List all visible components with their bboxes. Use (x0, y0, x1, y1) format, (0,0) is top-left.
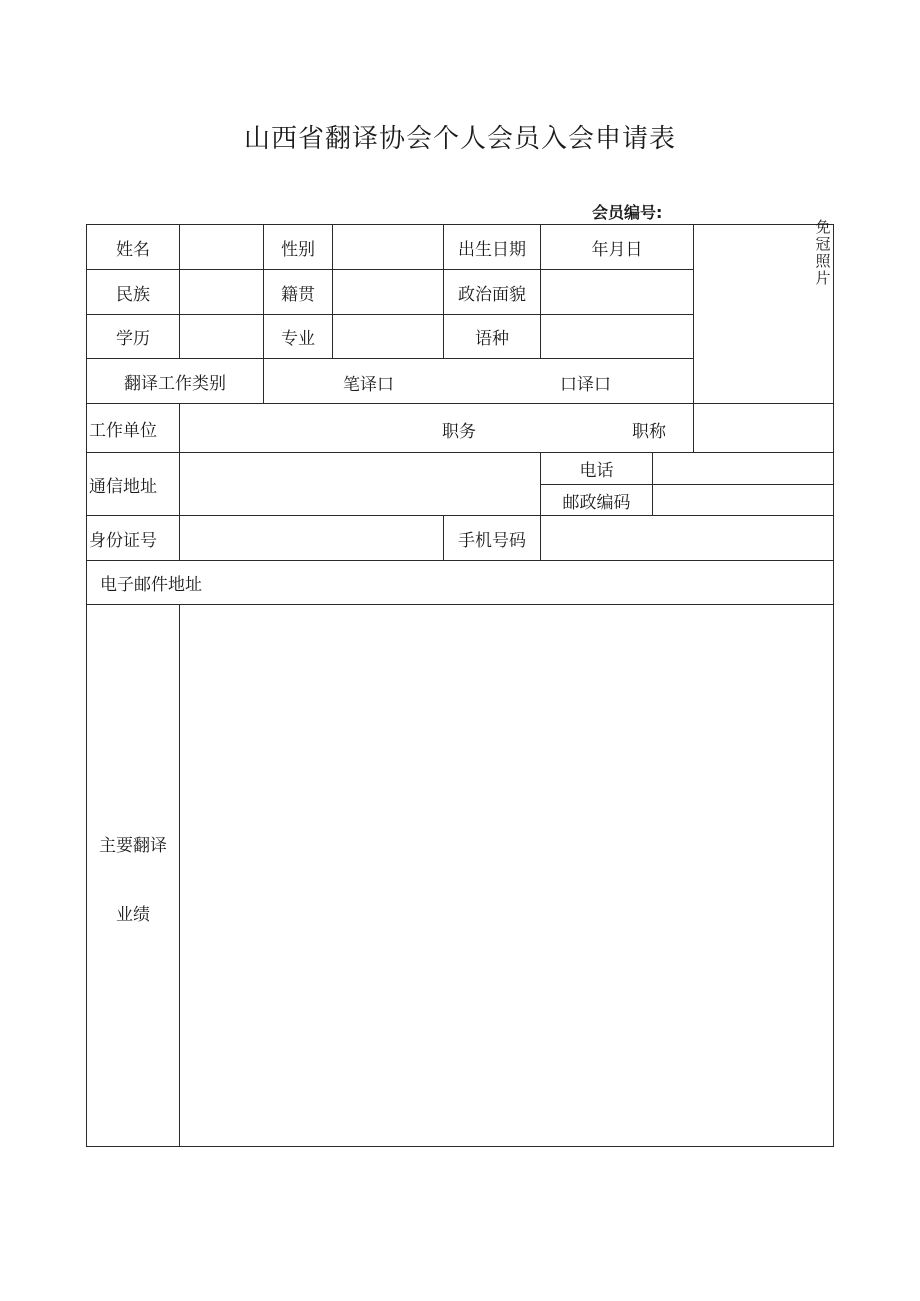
language-label: 语种 (443, 314, 541, 359)
address-label: 通信地址 (86, 452, 180, 516)
name-label: 姓名 (86, 224, 180, 270)
major-field[interactable] (332, 314, 444, 359)
oral-option[interactable]: 口译口 (560, 375, 611, 395)
employer-label: 工作单位 (86, 403, 180, 453)
employer-field[interactable] (179, 403, 694, 453)
language-field[interactable] (540, 314, 694, 359)
written-option[interactable]: 笔译口 (343, 375, 394, 395)
achievements-field[interactable] (179, 604, 834, 1147)
work-type-label: 翻译工作类别 (86, 358, 264, 404)
address-field[interactable] (179, 452, 541, 516)
postcode-label: 邮政编码 (540, 484, 653, 516)
political-status-field[interactable] (540, 269, 694, 315)
id-number-field[interactable] (179, 515, 444, 561)
political-status-label: 政治面貌 (443, 269, 541, 315)
photo-label: 免冠照片 (815, 218, 831, 287)
work-type-field[interactable] (263, 358, 694, 404)
position-label: 职务 (442, 422, 476, 442)
phone-label: 电话 (540, 452, 653, 485)
major-label: 专业 (263, 314, 333, 359)
birth-date-label: 出生日期 (443, 224, 541, 270)
gender-label: 性别 (263, 224, 333, 270)
native-place-label: 籍贯 (263, 269, 333, 315)
mobile-field[interactable] (540, 515, 834, 561)
id-number-label: 身份证号 (86, 515, 180, 561)
gender-field[interactable] (332, 224, 444, 270)
native-place-field[interactable] (332, 269, 444, 315)
form-title: 山西省翻译协会个人会员入会申请表 (243, 124, 676, 154)
ethnicity-field[interactable] (179, 269, 264, 315)
education-field[interactable] (179, 314, 264, 359)
name-field[interactable] (179, 224, 264, 270)
education-label: 学历 (86, 314, 180, 359)
achievements-label: 主要翻译 业绩 (86, 604, 180, 1147)
mobile-label: 手机号码 (443, 515, 541, 561)
title-field[interactable] (693, 403, 834, 453)
birth-date-field[interactable]: 年月日 (540, 224, 694, 270)
member-number-label: 会员编号: (592, 203, 663, 222)
email-label: 电子邮件地址 (100, 575, 202, 595)
ethnicity-label: 民族 (86, 269, 180, 315)
title-label: 职称 (632, 422, 666, 442)
postcode-field[interactable] (652, 484, 834, 516)
phone-field[interactable] (652, 452, 834, 485)
email-row[interactable] (86, 560, 834, 605)
